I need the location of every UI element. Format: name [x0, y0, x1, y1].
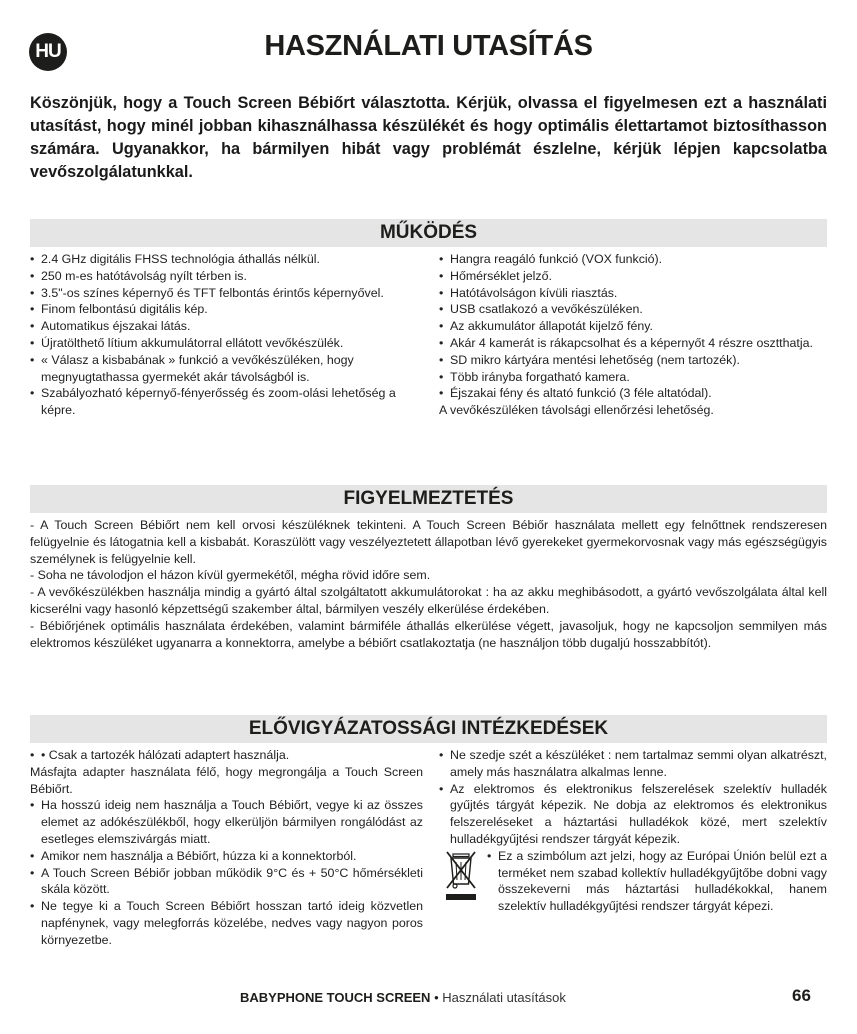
- list-item: • Ne szedje szét a készüléket : nem tartalmaz semmi olyan alkatrészt, amely más használatra alkalmas lenne.: [439, 747, 827, 781]
- list-item: • 2.4 GHz digitális FHSS technológia áthallás nélkül.: [30, 251, 423, 268]
- precautions-right-column: [439, 747, 827, 915]
- list-item: • Automatikus éjszakai látás.: [30, 318, 423, 335]
- list-item: • Az elektromos és elektronikus felszerelések szelektív hulladék gyűjtés tárgyát képezik. Ne dobja az elektromos és elektronikus felszereléseket a háztartási hulladékok közé, mert szelektív hulladékgyűjtési rendszer tárgyát képezik.: [439, 781, 827, 848]
- list-item: • • Csak a tartozék hálózati adaptert használja.: [30, 747, 423, 764]
- operation-right-column: [439, 251, 827, 419]
- list-item: • Finom felbontású digitális kép.: [30, 301, 423, 318]
- page-number: 66: [792, 986, 811, 1005]
- crossed-bin-icon: [445, 850, 477, 902]
- warning-paragraph: - Bébiőrjének optimális használata érdekében, valamint bármiféle áthallás elkerülése végett, javasoljuk, hogy ne kapcsoljon semmilyen más elektromos készüléket ugyanarra a konnektorra, amelybe a bébiőrt csatlakoztatja (ne használjon több dugaljú hosszabbítót).: [30, 618, 827, 650]
- warning-text: [30, 517, 827, 651]
- warning-paragraph: - A Touch Screen Bébiőrt nem kell orvosi készüléknek tekinteni. A Touch Screen Bébiőr használata mellett egy felnőttnek rendszeresen felügyelnie és látogatnia kell a kisbabát. Koraszülött vagy veszélyeztetett állapotban lévő gyerekeket gyermekorvosnak vagy más egészségügyis személynek is felügyelnie kell.: [30, 518, 827, 566]
- list-item: • Az akkumulátor állapotát kijelző fény.: [439, 318, 827, 335]
- list-item: • Szabályozható képernyő-fényerősség és zoom-olási lehetőség a képre.: [30, 385, 423, 419]
- warning-paragraph: - Soha ne távolodjon el házon kívül gyermekétől, mégha rövid időre sem.: [30, 568, 431, 583]
- footer-brand-line: [240, 990, 566, 1005]
- list-item: • A Touch Screen Bébiőr jobban működik 9°C és + 50°C hőmérsékleti skála között.: [30, 865, 423, 899]
- list-item: • SD mikro kártyára mentési lehetőség (nem tartozék).: [439, 352, 827, 369]
- operation-extra-note: A vevőkészüléken távolsági ellenőrzési lehetőség.: [439, 403, 714, 418]
- footer-brand: BABYPHONE TOUCH SCREEN: [240, 990, 431, 1005]
- list-item: • Ne tegye ki a Touch Screen Bébiőrt hosszan tartó ideig közvetlen napfénynek, vagy melegforrás közelébe, nedves vagy nagyon poros környezetbe.: [30, 898, 423, 948]
- warning-heading: FIGYELMEZTETÉS: [30, 485, 827, 513]
- list-item: • Hangra reagáló funkció (VOX funkció).: [439, 251, 827, 268]
- operation-left-column: [30, 251, 423, 419]
- list-item: • Hatótávolságon kívüli riasztás.: [439, 285, 827, 302]
- operation-heading: MŰKÖDÉS: [30, 219, 827, 247]
- list-item: • 3.5"-os színes képernyő és TFT felbontás érintős képernyővel.: [30, 285, 423, 302]
- language-badge: HU: [29, 33, 67, 71]
- list-item: • « Válasz a kisbabának » funkció a vevőkészüléken, hogy megnyugtathassa gyermekét akár távolságból is.: [30, 352, 423, 386]
- intro-paragraph: Köszönjük, hogy a Touch Screen Bébiőrt választotta. Kérjük, olvassa el figyelmesen ezt a használati utasítást, hogy minél jobban kihasználhassa készülékét és hogy optimális élettartamot biztosíthasson számára. Ugyanakkor, ha bármilyen hibát vagy problémát észlelne, kérjük lépjen kapcsolatba vevőszolgálatunkkal.: [30, 94, 827, 181]
- weee-notice: [439, 848, 827, 915]
- precautions-heading: ELŐVIGYÁZATOSSÁGI INTÉZKEDÉSEK: [30, 715, 827, 743]
- list-item: • Ez a szimbólum azt jelzi, hogy az Európai Únión belül ezt a terméket nem szabad kollektív hulladékgyűjtőbe dobni vagy összekeverni más háztartási hulladékokkal, hanem szelektív hulladékgyűjtési rendszer tárgyát képezi.: [487, 848, 827, 915]
- precautions-left-column: [30, 747, 423, 949]
- list-item: • Éjszakai fény és altató funkció (3 féle altatódal).: [439, 385, 827, 402]
- list-item: • Több irányba forgatható kamera.: [439, 369, 827, 386]
- list-item: • USB csatlakozó a vevőkészüléken.: [439, 301, 827, 318]
- precautions-note: Másfajta adapter használata félő, hogy megrongálja a Touch Screen Bébiőrt.: [30, 764, 423, 796]
- list-item: • Újratölthető lítium akkumulátorral ellátott vevőkészülék.: [30, 335, 423, 352]
- list-item: • Akár 4 kamerát is rákapcsolhat és a képernyőt 4 részre osztthatja.: [439, 335, 827, 352]
- page-title: HASZNÁLATI UTASÍTÁS: [264, 30, 593, 62]
- footer-subtitle: Használati utasítások: [442, 990, 566, 1005]
- list-item: • Ha hosszú ideig nem használja a Touch Bébiőrt, vegye ki az összes elemet az adókészülékből, hogy elkerüljön bármilyen rongálódást az esetleges elemszivárgás miatt.: [30, 797, 423, 847]
- warning-paragraph: - A vevőkészülékben használja mindig a gyártó által szolgáltatott akkumulátorokat : ha az akku meghibásodott, a gyártó vevőszolgálata által kell kicserélni vagy hasonló képzettségű szakember által, bármilyen veszély elkerülése érdekében.: [30, 585, 827, 616]
- list-item: • Amikor nem használja a Bébiőrt, húzza ki a konnektorból.: [30, 848, 423, 865]
- list-item: • 250 m-es hatótávolság nyílt térben is.: [30, 268, 423, 285]
- list-item: • Hőmérséklet jelző.: [439, 268, 827, 285]
- footer-separator: •: [434, 990, 439, 1005]
